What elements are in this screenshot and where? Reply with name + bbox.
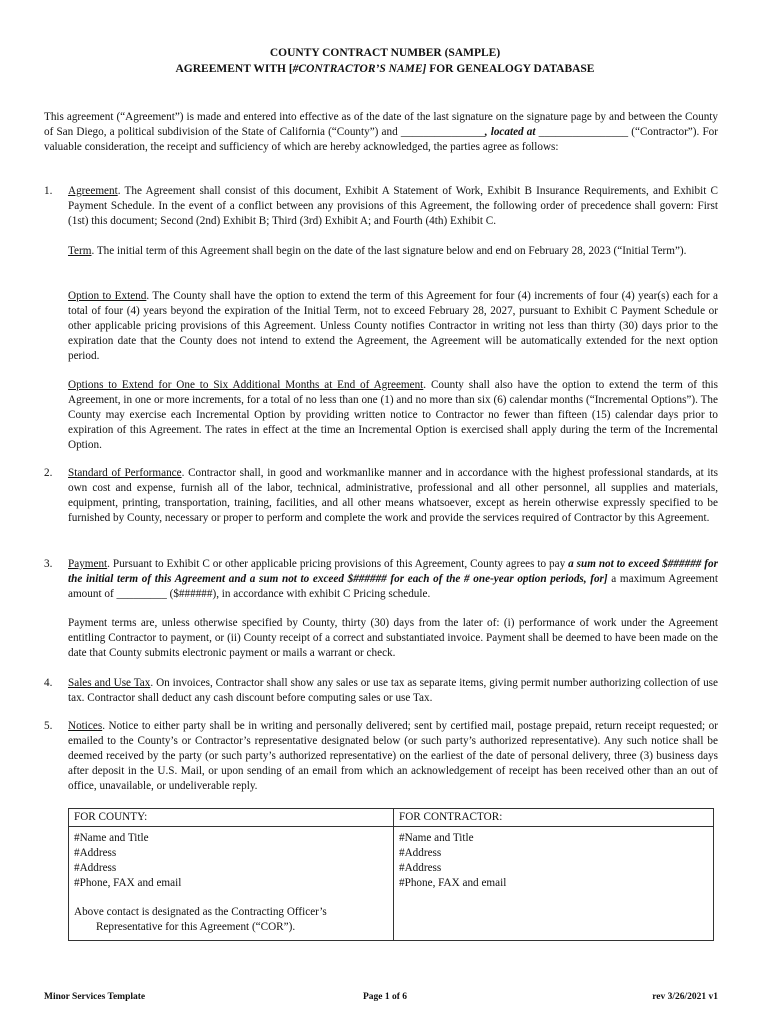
agreement-title (0, 62, 770, 77)
section-3-number: 3. (44, 558, 53, 570)
option-to-extend-text: . The County shall have the option to extend the term of this Agreement for four (4) increments of four (4) year(s) each for a total of four (4) years beyond the expiration of the Initial Term, not to exceed February 28, 2027, pursuant to Exhibit C Payment Schedule or other applicable pricing provisions of this Agreement. Unless County notifies Contractor in writing not less than thirty (30) days prior to the expiration date that the County does not intend to extend the Agreement, the Agreement will be automatically extended for the next option period. (68, 290, 718, 362)
section-2-text: . Contractor shall, in good and workmanlike manner and in accordance with the highest professional standards, at its own cost and expense, furnish all of the labor, technical, administrative, professional and all other personnel, all supplies and materials, equipment, printing, transportation, training, facilities, and all other means whatsoever, except as herein otherwise expressly specified to be furnished by County, necessary or proper to perform and complete the work and provide the services required of Contractor by this Agreement. (68, 467, 718, 524)
county-contact-cell (69, 827, 394, 941)
footer-template-name: Minor Services Template (44, 992, 146, 1002)
section-1-text: . The Agreement shall consist of this document, Exhibit A Statement of Work, Exhibit B Insurance Requirements, and Exhibit C Payment Schedule. In the event of a conflict between any provisions of this Agreement, the following order of precedence shall govern: First (1st) this document; Second (2nd) Exhibit B; Third (3rd) Exhibit A; and Fourth (4th) Exhibit C. (68, 185, 718, 227)
section-3-sum-not-to-exceed: a sum not to exceed $###### for the initial term of this Agreement and a sum not to exceed $###### for each of the # one-year option periods, for] (68, 558, 718, 585)
section-3-payment (68, 557, 718, 602)
option-to-extend-heading: Option to Extend (68, 290, 147, 302)
payment-terms-paragraph: Payment terms are, unless otherwise specified by County, thirty (30) days from the later of: (i) performance of work under the Agreement entitling Contractor to payment, or (ii) County receipt of a correct and substantiated invoice. Payment shall be deemed to have been made on the date that County submits electronic payment or mails a warrant or check. (68, 617, 718, 659)
incremental-options-paragraph (68, 378, 718, 453)
section-4-heading: Sales and Use Tax (68, 677, 151, 689)
county-header-cell: FOR COUNTY: (69, 809, 394, 827)
section-4-sales-and-use-tax (68, 676, 718, 706)
section-5-notices (68, 719, 718, 794)
intro-paragraph (44, 110, 718, 155)
section-1-heading: Agreement (68, 185, 118, 197)
section-2-number: 2. (44, 467, 53, 479)
section-3-text-2: a maximum Agreement amount of _________ ($######), in accordance with exhibit C Pricing schedule. (68, 573, 718, 600)
county-name-title: #Name and Title (74, 832, 149, 844)
contractor-contact-cell (394, 827, 714, 941)
term-text: . The initial term of this Agreement shall begin on the date of the last signature below and end on February 28, 2023 (“Initial Term”). (91, 245, 687, 257)
title-prefix: AGREEMENT WITH [ (175, 63, 293, 75)
section-5-number: 5. (44, 720, 53, 732)
cor-designation-line-2: Representative for this Agreement (“COR”). (96, 921, 296, 933)
footer-revision: rev 3/26/2021 v1 (652, 992, 718, 1002)
notices-contacts-table (68, 808, 714, 941)
contractor-name-placeholder: #CONTRACTOR’S NAME] (292, 63, 427, 75)
county-phone-fax-email: #Phone, FAX and email (74, 877, 182, 889)
option-to-extend-paragraph (68, 289, 718, 364)
section-5-heading: Notices (68, 720, 103, 732)
contractor-address-1: #Address (399, 847, 442, 859)
intro-text-2: ________________ (“Contractor”). For valuable consideration, the receipt and sufficiency of which are hereby acknowledged, the parties agree as follows: (44, 126, 718, 153)
section-5-text: . Notice to either party shall be in writing and personally delivered; sent by certified mail, postage prepaid, return receipt requested; or emailed to the County’s or Contractor’s representative designated below (or such party’s authorized representative). Any such notice shall be deemed received by the party (or such party’s authorized representative) on the earliest of the date of personal delivery, three (3) business days after deposit in the U.S. Mail, or upon sending of an email from which an acknowledgement of receipt has been received other than an out of office, unavailable, or undeliverable reply. (68, 720, 718, 792)
section-3-text-1: . Pursuant to Exhibit C or other applicable pricing provisions of this Agreement, County agrees to pay (107, 558, 569, 570)
term-heading: Term (68, 245, 92, 257)
contractor-address-2: #Address (399, 862, 442, 874)
contractor-phone-fax-email: #Phone, FAX and email (399, 877, 507, 889)
incremental-options-heading: Options to Extend for One to Six Additional Months at End of Agreement (68, 379, 424, 391)
section-1-agreement (68, 184, 718, 229)
section-1-number: 1. (44, 185, 53, 197)
incremental-options-text: . County shall also have the option to extend the term of this Agreement, in one or more increments, for a total of no less than one (1) and no more than six (6) calendar months (“Incremental Options”). The County may exercise each Incremental Option by providing written notice to Contractor no fewer than fifteen (15) calendar days prior to expiration of this Agreement. The rates in effect at the time an Incremental Option is exercised shall apply during the term of the Incremental Option. (68, 379, 718, 451)
footer-page-number: Page 1 of 6 (362, 992, 408, 1002)
cor-designation-line-1: Above contact is designated as the Contracting Officer’s (74, 906, 327, 918)
county-address-1: #Address (74, 847, 117, 859)
section-4-number: 4. (44, 677, 53, 689)
term-paragraph (68, 244, 718, 259)
intro-located-at: , located at (484, 126, 536, 138)
county-address-2: #Address (74, 862, 117, 874)
intro-text-1: This agreement (“Agreement”) is made and entered into effective as of the date of the last signature on the signature page by and between the County of San Diego, a political subdivision of the State of California (“County”) and _______________ (44, 111, 718, 138)
section-3-heading: Payment (68, 558, 108, 570)
title-suffix: FOR GENEALOGY DATABASE (426, 63, 595, 75)
section-2-standard-of-performance (68, 466, 718, 526)
section-2-heading: Standard of Performance (68, 467, 182, 479)
contractor-header-cell: FOR CONTRACTOR: (394, 809, 714, 827)
section-4-text: . On invoices, Contractor shall show any sales or use tax as separate items, giving permit number authorizing collection of use tax. Contractor shall deduct any cash discount before computing sales or use Tax. (68, 677, 718, 704)
contract-number-title: COUNTY CONTRACT NUMBER (SAMPLE) (269, 47, 501, 59)
contractor-name-title: #Name and Title (399, 832, 474, 844)
